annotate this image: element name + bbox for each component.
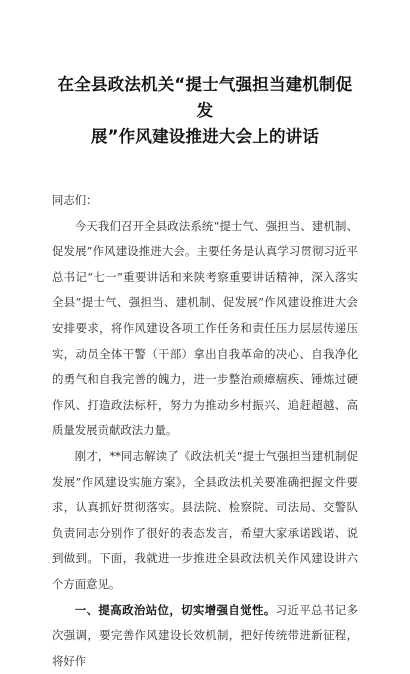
paragraph-intro: 今天我们召开全县政法系统“提士气、强担当、建机制、促发展”作风建设推进大会。主要任务是认真学习贯彻习近平总书记“七一”重要讲话和来陕考察重要讲话精神，深入落实全县“提士气、强担当、建机制、促发展”作风建设推进大会安排要求，将作风建设各项工作任务和责任压力层层传递压实，动员全体干警（干部）拿出自我革命的决心、自我净化的勇气和自我完善的魄力，进一步整治顽瘴痼疾、锤炼过硬作风、打造政法标杆，努力为推动乡村振兴、追赶超越、高质量发展贡献政法力量。 (52, 214, 358, 444)
salutation: 同志们： (52, 188, 358, 214)
paragraph-review: 刚才，**同志解读了《政法机关“提士气强担当建机制促发展”作风建设实施方案》，全县政法机关要准确把握文件要求，认真抓好贯彻落实。县法院、检察院、司法局、交警队负责同志分别作了很好的表态发言，希望大家承诺践诺、说到做到。下面，我就进一步推进全县政法机关作风建设讲六个方面意见。 (52, 444, 358, 598)
section-1-paragraph (52, 598, 358, 674)
document-title (52, 72, 358, 150)
document-body (52, 188, 358, 674)
title-line-1: 在全县政法机关“提士气强担当建机制促发 (58, 75, 353, 120)
section-1-heading: 一、提高政治站位，切实增强自觉性。 (75, 603, 276, 617)
section-1-text: 习近平总书记多次强调，要完善作风建设长效机制，把好传统带进新征程，将好作 (52, 603, 358, 668)
title-line-2: 展”作风建设推进大会上的讲话 (91, 127, 319, 146)
